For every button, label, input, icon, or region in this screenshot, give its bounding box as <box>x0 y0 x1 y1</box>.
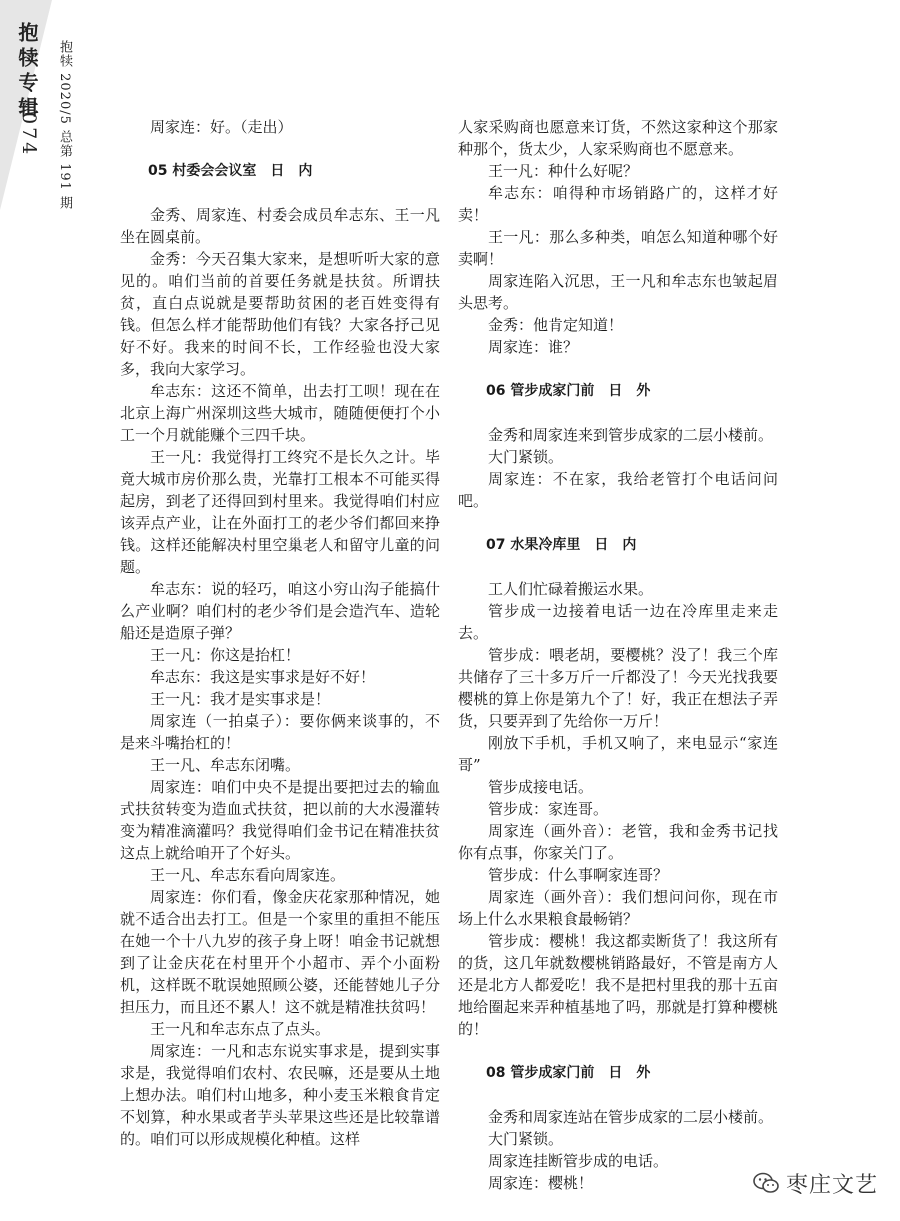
paragraph: 周家连：樱桃！ <box>488 1174 594 1192</box>
paragraph: 金秀：今天召集大家来，是想听听大家的意见的。咱们当前的首要任务就是扶贫。所谓扶贫，直白点说就是要帮助贫困的老百姓变得有钱。但怎么样才能帮助他们有钱？大家各抒己见好不好。我来的时间不长，工作经验也没大家多，我向大家学习。 <box>120 250 440 378</box>
paragraph: 周家连（一拍桌子）：要你俩来谈事的，不是来斗嘴抬杠的！ <box>120 712 440 752</box>
paragraph: 牟志东：我这是实事求是好不好！ <box>150 668 376 686</box>
paragraph: 周家连：咱们中央不是提出要把过去的输血式扶贫转变为造血式扶贫，把以前的大水漫灌转变为精准滴灌吗？我觉得咱们金书记在精准扶贫这点上就给咱开了个好头。 <box>120 778 440 862</box>
paragraph: 周家连（画外音）：老管，我和金秀书记找你有点事，你家关门了。 <box>458 822 778 862</box>
paragraph: 刚放下手机，手机又响了，来电显示“家连哥” <box>458 734 778 774</box>
wechat-icon <box>752 1171 780 1195</box>
paragraph: 大门紧锁。 <box>488 448 564 466</box>
right-column <box>458 116 778 1194</box>
page-number: 074 <box>18 112 40 158</box>
paragraph: 管步成一边接着电话一边在冷库里走来走去。 <box>458 602 778 642</box>
paragraph: 周家连：不在家，我给老管打个电话问问吧。 <box>458 470 778 510</box>
paragraph: 周家连：你们看，像金庆花家那种情况，她就不适合出去打工。但是一个家里的重担不能压在她一个十八九岁的孩子身上呀！咱金书记就想到了让金庆花在村里开个小超市、弄个小面粉机，这样既不耽误她照顾公婆，还能替她儿子分担压力，而且还不累人！这不就是精准扶贫吗！ <box>120 888 440 1016</box>
paragraph: 牟志东：咱得种市场销路广的，这样才好卖！ <box>458 184 778 224</box>
paragraph: 周家连（画外音）：我们想问问你，现在市场上什么水果粮食最畅销？ <box>458 888 778 928</box>
paragraph: 王一凡、牟志东闭嘴。 <box>150 756 301 774</box>
wechat-watermark <box>752 1168 878 1198</box>
paragraph: 人家采购商也愿意来订货，不然这家种这个那家种那个，货太少，人家采购商也不愿意来。 <box>458 118 778 158</box>
left-column <box>120 116 440 1150</box>
paragraph: 大门紧锁。 <box>488 1130 564 1148</box>
paragraph: 管步成：什么事啊家连哥？ <box>488 866 669 884</box>
paragraph: 管步成：家连哥。 <box>488 800 609 818</box>
paragraph: 周家连陷入沉思，王一凡和牟志东也皱起眉头思考。 <box>458 272 778 312</box>
paragraph: 周家连：谁？ <box>488 338 579 356</box>
paragraph: 王一凡：我觉得打工终究不是长久之计。毕竟大城市房价那么贵，光靠打工根本不可能买得起房，到老了还得回到村里来。我觉得咱们村应该弄点产业，让在外面打工的老少爷们都回来挣钱。这样还能解决村里空巢老人和留守儿童的问题。 <box>120 448 440 576</box>
paragraph: 金秀和周家连站在管步成家的二层小楼前。 <box>488 1108 774 1126</box>
paragraph: 牟志东：说的轻巧，咱这小穷山沟子能搞什么产业啊？咱们村的老少爷们是会造汽车、造轮船还是造原子弹？ <box>120 580 440 642</box>
scene-heading: 07 水果冷库里 日 内 <box>486 537 637 553</box>
paragraph: 工人们忙碌着搬运水果。 <box>488 580 654 598</box>
paragraph: 王一凡：那么多种类，咱怎么知道种哪个好卖啊！ <box>458 228 778 268</box>
paragraph: 金秀和周家连来到管步成家的二层小楼前。 <box>488 426 774 444</box>
paragraph: 管步成：樱桃！我这都卖断货了！我这所有的货，这几年就数樱桃销路最好，不管是南方人还是北方人都爱吃！我不是把村里我的那十五亩地给圈起来弄种植基地了吗，那就是打算种樱桃的！ <box>458 932 778 1038</box>
paragraph: 周家连：好。（走出） <box>150 118 293 136</box>
paragraph: 王一凡、牟志东看向周家连。 <box>150 866 346 884</box>
paragraph: 金秀、周家连、村委会成员牟志东、王一凡坐在圆桌前。 <box>120 206 440 246</box>
paragraph: 王一凡：我才是实事求是！ <box>150 690 331 708</box>
scene-heading: 06 管步成家门前 日 外 <box>486 383 651 399</box>
paragraph: 周家连：一凡和志东说实事求是，提到实事求是，我觉得咱们农村、农民嘛，还是要从土地上想办法。咱们村山地多，种小麦玉米粮食肯定不划算，种水果或者芋头苹果这些还是比较靠谱的。咱们可以形成规模化种植。这样 <box>120 1042 440 1148</box>
scene-heading: 08 管步成家门前 日 外 <box>486 1065 651 1081</box>
paragraph: 管步成接电话。 <box>488 778 594 796</box>
watermark-text: 枣庄文艺 <box>786 1172 879 1198</box>
scene-heading: 05 村委会会议室 日 内 <box>148 163 313 179</box>
paragraph: 王一凡和牟志东点了点头。 <box>150 1020 331 1038</box>
paragraph: 王一凡：你这是抬杠！ <box>150 646 301 664</box>
paragraph: 金秀：他肯定知道！ <box>488 316 624 334</box>
paragraph: 牟志东：这还不简单，出去打工呗！现在在北京上海广州深圳这些大城市，随随便便打个小工一个月就能赚个三四千块。 <box>120 382 440 444</box>
issue-info: 抱犊 2020/5 总第 191 期 <box>57 40 72 211</box>
paragraph: 管步成：喂老胡，要樱桃？没了！我三个库共储存了三十多万斤一斤都没了！今天光找我要樱桃的算上你是第九个了！好，我正在想法子弄货，只要弄到了先给你一万斤！ <box>458 646 778 730</box>
paragraph: 周家连挂断管步成的电话。 <box>488 1152 669 1170</box>
sidebar-title: 抱犊专辑 <box>15 22 39 122</box>
paragraph: 王一凡：种什么好呢？ <box>488 162 639 180</box>
